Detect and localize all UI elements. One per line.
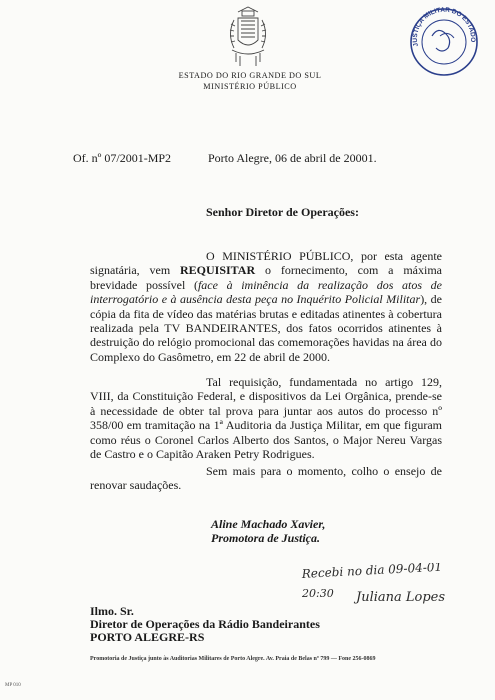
body-paragraph-3: Sem mais para o momento, colho o ensejo de renovar saudações.	[90, 464, 442, 493]
issuer-agency: MINISTÉRIO PÚBLICO	[203, 82, 297, 91]
addressee-city: PORTO ALEGRE-RS	[90, 630, 205, 644]
signatory-role: Promotora de Justiça.	[211, 531, 321, 545]
body-paragraph-1: O MINISTÉRIO PÚBLICO, por esta agente signatária, vem REQUISITAR o fornecimento, com a máxima brevidade possível (face à iminência da realização dos atos de interrogatório e à ausência desta peça no Inquérito Policial Militar), de cópia da fita de vídeo das matérias brutas e editadas atinentes à cobertura realizada pela TV BANDEIRANTES, dos fatos ocorridos atinentes à destruição do relógio promocional das comemorações havidas na área do Complexo do Gasômetro, em 22 de abril de 2000.	[90, 249, 442, 364]
court-stamp-icon	[408, 6, 480, 78]
svg-text:JUSTIÇA MILITAR DO ESTADO: JUSTIÇA MILITAR DO ESTADO	[411, 6, 477, 48]
receipt-time: 20:30	[302, 587, 334, 600]
signatory-name: Aline Machado Xavier,	[211, 517, 326, 531]
letter-number: Of. nº 07/2001-MP2	[73, 151, 172, 165]
place-date: Porto Alegre, 06 de abril de 20001.	[208, 151, 377, 165]
salutation: Senhor Diretor de Operações:	[206, 205, 359, 219]
receipt-signature: Juliana Lopes	[356, 590, 446, 605]
footer-address: Promotoria de Justiça junto às Auditorias Militares de Porto Alegre. Av. Praia de Belas nº 799 — Fone 256-0869	[90, 656, 376, 662]
addressee-position: Diretor de Operações da Rádio Bandeirantes	[90, 617, 320, 631]
state-coat-of-arms-icon	[224, 6, 272, 70]
form-code: MP 010	[5, 683, 21, 688]
receipt-date: Recebi no dia 09-04-01	[301, 563, 443, 581]
handwritten-receipt	[298, 563, 478, 617]
body-paragraph-2: Tal requisição, fundamentada no artigo 129, VIII, da Constituição Federal, e dispositivos da Lei Orgânica, prende-se à necessidade de obter tal prova para juntar aos autos do processo nº 358/00 em tramitação na 1ª Auditoria da Justiça Militar, em que figuram como réus o Coronel Carlos Alberto dos Santos, o Major Nereu Vargas de Castro e o Capitão Araken Petry Rodrigues.	[90, 375, 442, 462]
issuer-state: ESTADO DO RIO GRANDE DO SUL	[178, 71, 322, 80]
addressee-title: Ilmo. Sr.	[90, 604, 134, 618]
